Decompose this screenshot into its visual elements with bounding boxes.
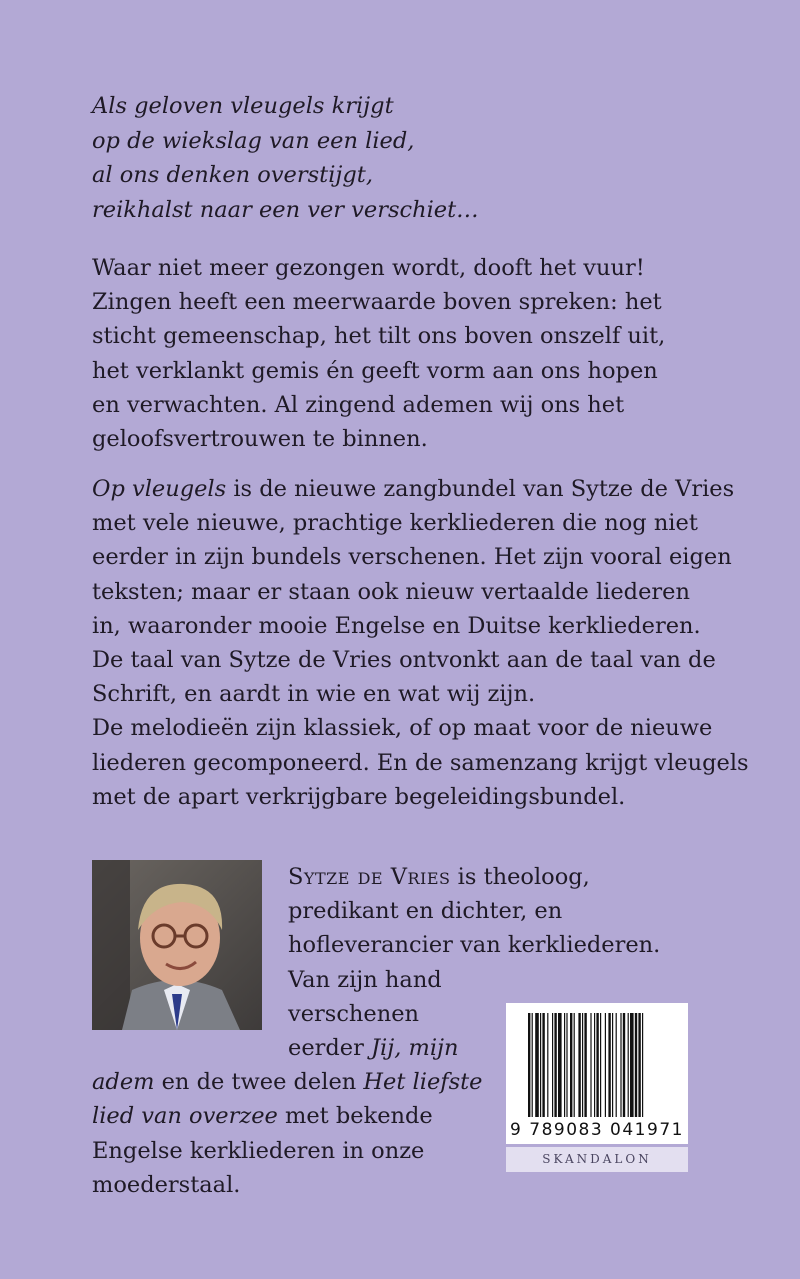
text-line bbox=[288, 1031, 542, 1065]
poem-line: reikhalst naar een ver verschiet… bbox=[92, 196, 479, 223]
barcode-bar bbox=[596, 1013, 598, 1117]
barcode-bar bbox=[558, 1013, 562, 1117]
barcode-bar bbox=[600, 1013, 601, 1117]
text-line bbox=[92, 1065, 542, 1099]
poem-line: al ons denken overstijgt, bbox=[92, 162, 373, 188]
barcode-bar bbox=[628, 1013, 629, 1117]
barcode-bar bbox=[584, 1013, 586, 1117]
text-line: De taal van Sytze de Vries ontvonkt aan de taal van de bbox=[92, 647, 716, 674]
barcode-bar bbox=[564, 1013, 565, 1117]
text-line: geloofsvertrouwen te binnen. bbox=[92, 426, 428, 453]
barcode-bar bbox=[605, 1013, 606, 1117]
text-line: sticht gemeenschap, het tilt ons boven onszelf uit, bbox=[92, 323, 666, 350]
text-line: De melodieën zijn klassiek, of op maat voor de nieuwe bbox=[92, 715, 713, 742]
text-line: Schrift, en aardt in wie en wat wij zijn. bbox=[92, 681, 536, 708]
book-title: lied van overzee bbox=[92, 1103, 278, 1130]
barcode-bar bbox=[612, 1013, 613, 1117]
text-fragment: en de twee delen bbox=[154, 1069, 364, 1096]
barcode-bar bbox=[547, 1013, 548, 1117]
barcode-bar bbox=[635, 1013, 637, 1117]
barcode-bar bbox=[594, 1013, 595, 1117]
barcode-bar bbox=[638, 1013, 640, 1117]
text-line: predikant en dichter, en bbox=[288, 898, 563, 925]
barcode-bar bbox=[540, 1013, 541, 1117]
text-line: met vele nieuwe, prachtige kerkliederen die nog niet bbox=[92, 510, 698, 537]
book-title: adem bbox=[92, 1069, 155, 1096]
book-title: Jij, mijn bbox=[371, 1035, 459, 1062]
text-line: Engelse kerkliederen in onze bbox=[92, 1137, 425, 1164]
barcode-bar bbox=[566, 1013, 567, 1117]
barcode-bar bbox=[528, 1013, 530, 1117]
barcode-bar bbox=[642, 1013, 643, 1117]
book-title: Op vleugels bbox=[92, 476, 227, 502]
barcode-bar bbox=[570, 1013, 572, 1117]
text-fragment: is de nieuwe zangbundel van Sytze de Vries bbox=[226, 476, 735, 502]
barcode-bar bbox=[616, 1013, 617, 1117]
barcode-bar bbox=[590, 1013, 591, 1117]
text-line: en verwachten. Al zingend ademen wij ons het bbox=[92, 391, 625, 418]
text-line bbox=[288, 860, 590, 894]
text-fragment: eerder bbox=[288, 1035, 372, 1062]
text-line: in, waaronder mooie Engelse en Duitse kerkliederen. bbox=[92, 612, 701, 639]
publisher-logo: SKANDALON bbox=[506, 1147, 688, 1172]
text-fragment: met bekende bbox=[277, 1103, 433, 1130]
text-line: het verklankt gemis én geeft vorm aan ons hopen bbox=[92, 357, 658, 384]
barcode-bar bbox=[554, 1013, 556, 1117]
description-paragraph bbox=[92, 472, 749, 814]
barcode-bar bbox=[578, 1013, 580, 1117]
barcode-bar bbox=[552, 1013, 553, 1117]
intro-paragraph bbox=[92, 251, 665, 456]
text-line: Zingen heeft een meerwaarde boven spreken: het bbox=[92, 289, 662, 316]
book-title: Het liefste bbox=[363, 1069, 483, 1096]
isbn-number: 9 789083 041971 bbox=[510, 1120, 684, 1140]
text-line: verschenen bbox=[288, 1000, 420, 1027]
barcode-bar bbox=[532, 1013, 533, 1117]
text-line: moederstaal. bbox=[92, 1171, 241, 1198]
barcode-bar bbox=[620, 1013, 621, 1117]
barcode-bar bbox=[542, 1013, 544, 1117]
barcode-bar bbox=[574, 1013, 575, 1117]
text-line: Van zijn hand bbox=[288, 966, 442, 993]
isbn-barcode bbox=[506, 1003, 688, 1144]
poem-line: op de wiekslag van een lied, bbox=[92, 127, 415, 154]
poem bbox=[92, 89, 479, 227]
text-line: hofleverancier van kerkliederen. bbox=[288, 932, 661, 959]
barcode-bar bbox=[630, 1013, 634, 1117]
author-name: Sytze de Vries bbox=[288, 864, 451, 890]
text-line: eerder in zijn bundels verschenen. Het zijn vooral eigen bbox=[92, 544, 732, 571]
barcode-bar bbox=[535, 1013, 539, 1117]
barcode-bar bbox=[582, 1013, 583, 1117]
poem-line: Als geloven vleugels krijgt bbox=[92, 93, 394, 119]
text-line bbox=[92, 472, 749, 506]
barcode-bar bbox=[608, 1013, 610, 1117]
text-line: liederen gecomponeerd. En de samenzang krijgt vleugels bbox=[92, 749, 749, 776]
text-line bbox=[92, 1099, 542, 1133]
text-fragment: is theoloog, bbox=[450, 864, 590, 890]
text-line: teksten; maar er staan ook nieuw vertaalde liederen bbox=[92, 578, 690, 605]
text-line: Waar niet meer gezongen wordt, dooft het vuur! bbox=[92, 255, 645, 281]
barcode-bar bbox=[623, 1013, 625, 1117]
text-line: met de apart verkrijgbare begeleidingsbundel. bbox=[92, 783, 626, 810]
